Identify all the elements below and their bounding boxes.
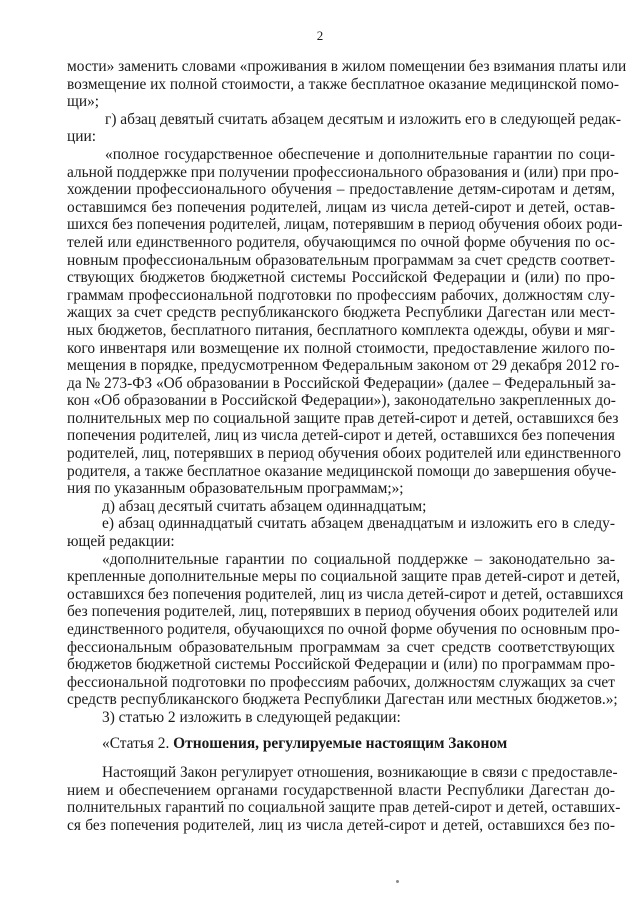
- text-line: шихся без попечения родителей, лицам, потерявшим в период обучения обоих роди-: [67, 216, 623, 234]
- text-line: единственного родителя, обучающихся по очной форме обучения по основным про-: [67, 621, 620, 638]
- text-line: ных бюджетов, бесплатного питания, бесплатного комплекта одежды, обуви и мяг-: [67, 321, 615, 339]
- text-line: «дополнительные гарантии по социальной поддержке – законодательно за-: [102, 550, 615, 568]
- text-line: г) абзац девятый считать абзацем десятым и изложить его в следующей редак-: [105, 110, 621, 128]
- text-line: кон «Об образовании в Российской Федерации»), законодательно закрепленных до-: [67, 392, 616, 410]
- text-line: ся без попечения родителей, лиц из числа детей-сирот и детей, оставшихся без по-: [67, 816, 615, 834]
- text-line: мости» заменить словами «проживания в жилом помещении без взимания платы или: [67, 58, 627, 75]
- text-line: родителя, а также бесплатное оказание медицинской помощи до завершения обуче-: [67, 462, 617, 480]
- text-line: возмещение их полной стоимости, а также бесплатное оказание медицинской помо-: [67, 75, 619, 93]
- text-line: кого инвентаря или возмещение их полной стоимости, предоставление жилого по-: [67, 339, 615, 357]
- text-line: «полное государственное обеспечение и дополнительные гарантии по соци-: [105, 145, 615, 163]
- text-line: попечения родителей, лиц из числа детей-сирот и детей, оставшихся без попечения: [67, 427, 615, 445]
- text-line: Настоящий Закон регулирует отношения, возникающие в связи с предоставле-: [102, 764, 618, 782]
- text-line: полнительных гарантий по социальной защите прав детей-сирот и детей, оставших-: [67, 799, 621, 817]
- text-line: альной поддержке при получении профессионального образования и (или) при про-: [67, 163, 619, 181]
- text-line: новным профессиональным образовательным программам за счет средств соответ-: [67, 251, 615, 269]
- text-line: средств республиканского бюджета Республики Дагестан или местных бюджетов.»;: [67, 691, 618, 709]
- text-line: без попечения родителей, лиц, потерявших в период обучения обоих родителей или: [67, 603, 618, 621]
- text-line: фессиональным образовательным программам за счет средств соответствующих: [67, 638, 615, 656]
- text-line: щи»;: [67, 93, 100, 111]
- text-line: ния по указанным образовательным программам;»;: [67, 480, 404, 498]
- text-line: е) абзац одиннадцатый считать абзацем двенадцатым и изложить его в следу-: [102, 515, 615, 533]
- text-line: да № 273-ФЗ «Об образовании в Российской Федерации» (далее – Федеральный за-: [67, 374, 616, 392]
- text-line: оставшимся без попечения родителей, лицам из числа детей-сирот и детей, остав-: [67, 198, 615, 216]
- text-line: телей или единственного родителя, обучающимся по очной форме обучения по ос-: [67, 233, 615, 251]
- text-line: мещения в порядке, предусмотренном Федеральным законом от 29 декабря 2012 го-: [67, 357, 620, 375]
- text-line: родителей, лиц, потерявших в период обучения обоих родителей или единственного: [67, 445, 621, 463]
- article-heading: [67, 735, 615, 753]
- text-line: ции:: [67, 128, 96, 146]
- text-line: 3) статью 2 изложить в следующей редакции:: [102, 708, 401, 726]
- article-title: Отношения, регулируемые настоящим Законом: [173, 734, 508, 752]
- text-line: полнительных мер по социальной защите прав детей-сирот и детей, оставшихся без: [67, 409, 619, 427]
- text-line: крепленные дополнительные меры по социальной защите прав детей-сирот и детей,: [67, 568, 621, 586]
- text-line: хождении профессионального обучения – предоставление детям-сиротам и детям,: [67, 181, 615, 199]
- text-line: ющей редакции:: [67, 533, 175, 551]
- text-line: оставшихся без попечения родителей, лиц из числа детей-сирот и детей, оставшихся: [67, 585, 624, 603]
- document-body: [67, 58, 627, 835]
- text-line: жащих за счет средств республиканского бюджета Республики Дагестан или мест-: [67, 304, 615, 322]
- text-line: д) абзац десятый считать абзацем одиннадцатым;: [102, 497, 427, 515]
- page-number: 2: [316, 28, 324, 43]
- text-line: фессиональной подготовки по профессиям рабочих, должностям служащих за счет: [67, 673, 615, 691]
- text-line: граммам профессиональной подготовки по профессиям рабочих, должностям слу-: [67, 286, 615, 304]
- text-line: ствующих бюджетов бюджетной системы Российской Федерации и (или) по про-: [67, 269, 615, 287]
- text-line: бюджетов бюджетной системы Российской Федерации и (или) по программам про-: [67, 656, 615, 674]
- article-prefix: «Статья 2.: [102, 734, 174, 752]
- text-line: нием и обеспечением органами государственной власти Республики Дагестан до-: [67, 781, 615, 799]
- scan-speck: [396, 880, 399, 883]
